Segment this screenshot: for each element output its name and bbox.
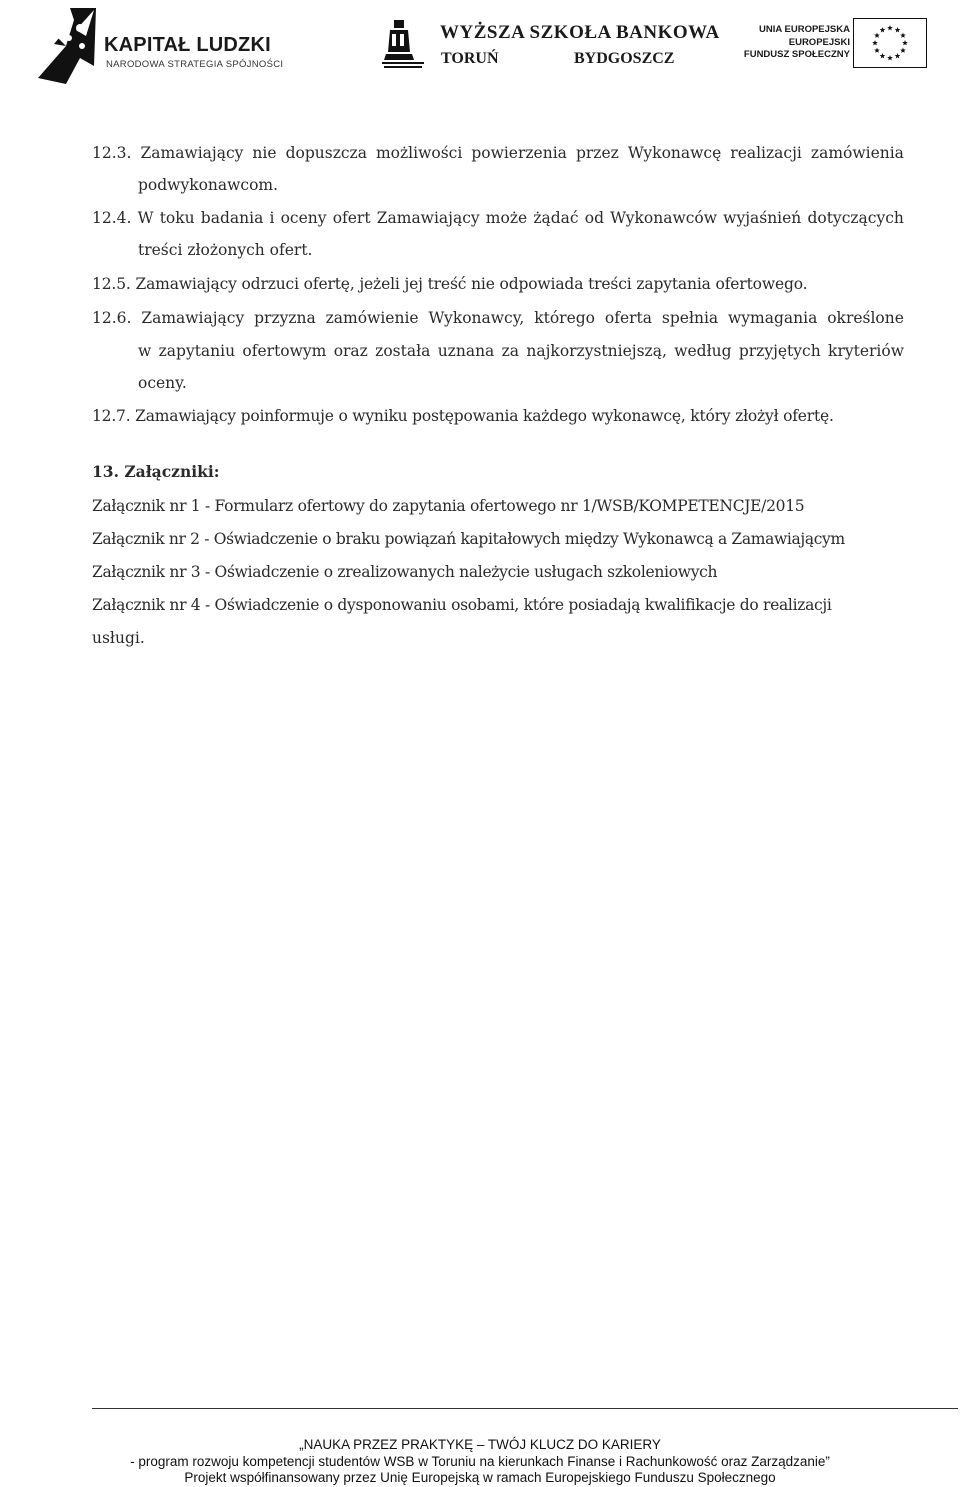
attachment-2: Załącznik nr 2 - Oświadczenie o braku powiązań kapitałowych między Wykonawcą a Zamawiającym — [92, 530, 845, 548]
word: W — [137, 209, 154, 227]
word: za — [501, 342, 520, 360]
footer-line-2: - program rozwoju kompetencji studentów WSB w Toruniu na kierunkach Finanse i Rachunkowość oraz Zarządzanie” — [130, 1454, 830, 1469]
attachment-4-line-2: usługi. — [92, 629, 145, 647]
word: badania — [200, 209, 264, 227]
word: zamówienie — [325, 309, 419, 327]
eu-flag-icon — [853, 18, 927, 68]
word: określone — [827, 309, 904, 327]
word: od — [584, 209, 605, 227]
kapital-ludzki-symbol-icon — [36, 6, 98, 86]
paragraph-12-4-line-1 — [92, 208, 904, 228]
paragraph-12-5: 12.5. Zamawiający odrzuci ofertę, jeżeli jej treść nie odpowiada treści zapytania ofertowego. — [92, 275, 808, 293]
word: i — [269, 209, 275, 227]
eu-text — [744, 24, 850, 62]
paragraph-12-6-line-1 — [92, 308, 904, 328]
attachment-1: Załącznik nr 1 - Formularz ofertowy do zapytania ofertowego nr 1/WSB/KOMPETENCJE/2015 — [92, 497, 805, 515]
word: może — [485, 209, 528, 227]
word: Wykonawcę — [627, 144, 722, 162]
word: oraz — [333, 342, 368, 360]
word: którego — [534, 309, 596, 327]
paragraph-12-6-line-3: oceny. — [138, 374, 187, 392]
word: nie — [252, 144, 277, 162]
word: wymagania — [728, 309, 818, 327]
eu-logo — [742, 18, 932, 74]
word: Zamawiający — [376, 209, 480, 227]
attachment-4-line-1: Załącznik nr 4 - Oświadczenie o dysponowaniu osobami, które posiadają kwalifikacje do realizacji — [92, 596, 832, 614]
word: wyjaśnień — [723, 209, 802, 227]
word: zamówienia — [810, 144, 904, 162]
word: ofertowym — [242, 342, 327, 360]
word: zapytaniu — [158, 342, 236, 360]
word: najkorzystniejszą, — [526, 342, 667, 360]
eu-line-1: UNIA EUROPEJSKA — [759, 24, 850, 35]
word: 12.4. — [92, 209, 132, 227]
word: została — [375, 342, 431, 360]
word: oceny — [280, 209, 327, 227]
word: ofert — [332, 209, 371, 227]
word: uznana — [437, 342, 495, 360]
word: przyzna — [254, 309, 316, 327]
attachment-3: Załącznik nr 3 - Oświadczenie o zrealizowanych należycie usługach szkoleniowych — [92, 563, 718, 581]
word: Wykonawcy, — [428, 309, 525, 327]
word: Zamawiający — [141, 309, 245, 327]
word: dotyczących — [807, 209, 904, 227]
word: według — [674, 342, 732, 360]
section-heading-attachments: 13. Załączniki: — [92, 462, 220, 481]
word: powierzenia — [471, 144, 567, 162]
wsb-title: WYŻSZA SZKOŁA BANKOWA — [440, 22, 720, 43]
word: żądać — [533, 209, 579, 227]
footer-divider — [92, 1408, 958, 1409]
word: dopuszcza — [285, 144, 367, 162]
word: 12.6. — [92, 309, 132, 327]
header-logos — [0, 0, 960, 100]
word: kryteriów — [828, 342, 904, 360]
footer-line-3: Projekt współfinansowany przez Unię Europejską w ramach Europejskiego Funduszu Społecznego — [184, 1470, 776, 1485]
wsb-emblem-icon — [380, 18, 428, 70]
eu-line-2: EUROPEJSKI — [788, 36, 850, 48]
word: 12.3. — [92, 144, 132, 162]
kapital-ludzki-subtitle: NARODOWA STRATEGIA SPÓJNOŚCI — [106, 59, 284, 70]
paragraph-12-4-line-2: treści złożonych ofert. — [138, 241, 313, 259]
word: możliwości — [375, 144, 463, 162]
word: przyjętych — [738, 342, 821, 360]
kapital-ludzki-logo — [36, 6, 296, 86]
word: spełnia — [661, 309, 719, 327]
paragraph-12-3-line-1 — [92, 143, 904, 163]
wsb-city-torun: TORUŃ — [441, 50, 499, 67]
wsb-logo — [380, 18, 720, 88]
word: oferta — [604, 309, 653, 327]
paragraph-12-6-line-2 — [138, 341, 904, 361]
word: przez — [575, 144, 619, 162]
word: Zamawiający — [140, 144, 244, 162]
kapital-ludzki-title: KAPITAŁ LUDZKI — [104, 34, 271, 56]
word: Wykonawców — [610, 209, 718, 227]
paragraph-12-7: 12.7. Zamawiający poinformuje o wyniku postępowania każdego wykonawcę, który złożył ofertę. — [92, 407, 834, 425]
word: toku — [159, 209, 195, 227]
word: realizacji — [730, 144, 802, 162]
paragraph-12-3-line-2: podwykonawcom. — [138, 176, 279, 194]
wsb-city-bydgoszcz: BYDGOSZCZ — [574, 50, 675, 67]
word: w — [138, 342, 152, 360]
eu-line-3: FUNDUSZ SPOŁECZNY — [743, 49, 850, 60]
footer-line-1: „NAUKA PRZEZ PRAKTYKĘ – TWÓJ KLUCZ DO KARIERY — [299, 1437, 661, 1452]
